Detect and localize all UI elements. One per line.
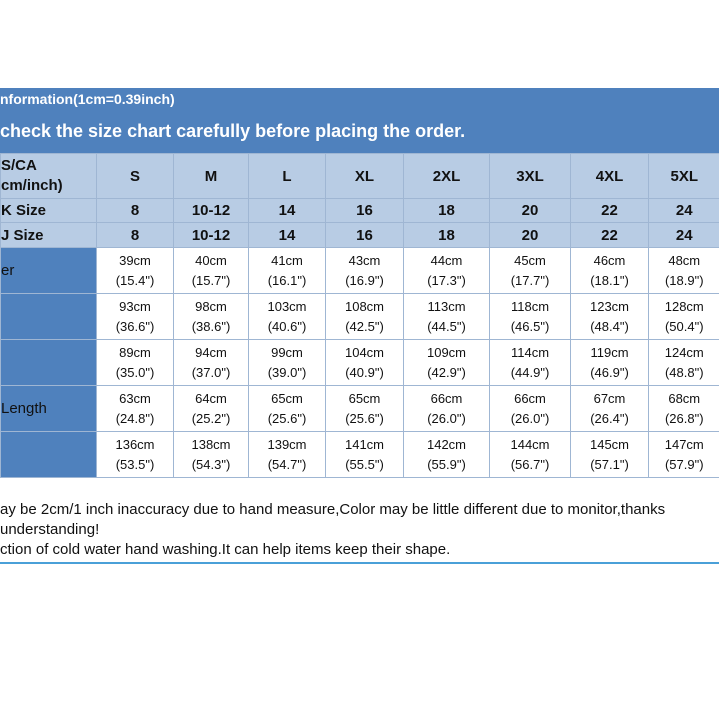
uk-size-cell: 18	[404, 199, 490, 223]
cm-value: 139cm	[267, 436, 307, 452]
measurement-row	[1, 340, 719, 386]
cm-value: 89cm	[119, 344, 151, 360]
measurement-row	[1, 432, 719, 478]
uk-size-cell: 8	[97, 199, 174, 223]
cm-value: 113cm	[427, 298, 466, 314]
measurement-cell	[326, 386, 404, 432]
inch-value: (15.4")	[115, 272, 155, 288]
inch-value: (46.9")	[590, 364, 629, 380]
cm-value: 99cm	[271, 344, 303, 360]
measurement-cell	[649, 340, 719, 386]
inch-value: (37.0")	[191, 364, 231, 380]
cm-value: 93cm	[119, 298, 151, 314]
measurement-row	[1, 294, 719, 340]
size-header-cell: 4XL	[571, 154, 649, 199]
measurement-cell	[326, 248, 404, 294]
measurement-cell	[404, 294, 490, 340]
cm-value: 66cm	[430, 390, 463, 406]
size-header-row	[1, 154, 719, 199]
size-header-cell: L	[249, 154, 326, 199]
inch-value: (50.4")	[664, 318, 704, 334]
cm-value: 145cm	[589, 436, 630, 452]
inch-value: (46.5")	[510, 318, 550, 334]
au-size-row	[1, 223, 719, 248]
cm-value: 136cm	[115, 436, 155, 452]
inch-value: (54.7")	[267, 456, 307, 472]
measurement-cell	[404, 386, 490, 432]
cm-value: 104cm	[344, 344, 385, 360]
cm-value: 44cm	[430, 252, 463, 268]
inch-value: (26.0")	[427, 410, 466, 426]
measurement-cell	[97, 432, 174, 478]
size-header-cell: 5XL	[649, 154, 719, 199]
inch-value: (26.0")	[510, 410, 550, 426]
inch-value: (25.6")	[345, 410, 384, 426]
measurement-cell	[249, 248, 326, 294]
cm-value: 118cm	[510, 298, 550, 314]
inch-value: (42.5")	[345, 318, 384, 334]
cm-value: 63cm	[119, 390, 151, 406]
cm-value: 48cm	[668, 252, 701, 268]
au-size-cell: 18	[404, 223, 490, 248]
measurement-cell	[571, 294, 649, 340]
size-warning-text: check the size chart carefully before placing the order.	[0, 121, 466, 141]
measurement-label	[1, 294, 97, 340]
inch-value: (36.6")	[115, 318, 155, 334]
inch-value: (17.3")	[427, 272, 466, 288]
au-size-cell: 10-12	[174, 223, 249, 248]
uk-size-cell: 20	[490, 199, 571, 223]
measurement-label: er	[1, 248, 97, 294]
unit-header-line1: S/CA	[1, 157, 37, 174]
measurement-cell	[649, 386, 719, 432]
au-size-cell: 14	[249, 223, 326, 248]
cm-value: 41cm	[271, 252, 303, 268]
inch-value: (57.1")	[590, 456, 629, 472]
cm-value: 67cm	[593, 390, 626, 406]
measurement-cell	[490, 340, 571, 386]
uk-size-label: K Size	[1, 199, 97, 223]
inch-value: (16.9")	[345, 272, 384, 288]
measurement-cell	[404, 248, 490, 294]
measurement-cell	[571, 248, 649, 294]
inch-value: (54.3")	[191, 456, 231, 472]
measurement-cell	[174, 386, 249, 432]
inch-value: (44.9")	[510, 364, 550, 380]
inch-value: (40.9")	[345, 364, 384, 380]
cm-value: 45cm	[514, 252, 546, 268]
cm-value: 142cm	[426, 436, 467, 452]
cm-value: 141cm	[344, 436, 385, 452]
cm-value: 144cm	[510, 436, 550, 452]
measurement-cell	[249, 340, 326, 386]
au-size-cell: 16	[326, 223, 404, 248]
measurement-cell	[326, 432, 404, 478]
inch-value: (44.5")	[427, 318, 466, 334]
washing-note: ction of cold water hand washing.It can help items keep their shape.	[0, 540, 719, 564]
size-header-cell: 2XL	[404, 154, 490, 199]
inch-value: (39.0")	[267, 364, 307, 380]
inch-value: (53.5")	[115, 456, 155, 472]
unit-header-line2: cm/inch)	[1, 177, 63, 194]
measurement-cell	[174, 248, 249, 294]
inch-value: (15.7")	[191, 272, 231, 288]
inch-value: (40.6")	[267, 318, 307, 334]
measurement-cell	[97, 294, 174, 340]
measurement-label: Length	[1, 386, 97, 432]
inch-value: (26.4")	[590, 410, 629, 426]
cm-value: 103cm	[267, 298, 307, 314]
uk-size-cell: 14	[249, 199, 326, 223]
notes-block	[0, 500, 719, 564]
au-size-cell: 8	[97, 223, 174, 248]
measurement-cell	[490, 294, 571, 340]
cm-value: 68cm	[668, 390, 701, 406]
measurement-row	[1, 386, 719, 432]
measurement-label	[1, 340, 97, 386]
cm-value: 46cm	[593, 252, 626, 268]
cm-value: 65cm	[271, 390, 303, 406]
measurement-cell	[649, 432, 719, 478]
cm-value: 94cm	[195, 344, 227, 360]
measurement-cell	[404, 340, 490, 386]
au-size-cell: 22	[571, 223, 649, 248]
cm-value: 98cm	[195, 298, 227, 314]
inch-value: (57.9")	[664, 456, 704, 472]
cm-value: 128cm	[664, 298, 704, 314]
measurement-cell	[490, 432, 571, 478]
cm-value: 114cm	[510, 344, 550, 360]
measurement-cell	[571, 340, 649, 386]
au-size-cell: 24	[649, 223, 719, 248]
cm-value: 109cm	[426, 344, 467, 360]
measurement-cell	[649, 294, 719, 340]
inch-value: (55.9")	[427, 456, 466, 472]
cm-value: 138cm	[191, 436, 231, 452]
uk-size-row	[1, 199, 719, 223]
cm-value: 40cm	[195, 252, 227, 268]
measurement-cell	[174, 294, 249, 340]
cm-value: 65cm	[348, 390, 381, 406]
cm-value: 123cm	[589, 298, 630, 314]
cm-value: 147cm	[664, 436, 704, 452]
measurement-cell	[249, 386, 326, 432]
accuracy-note: ay be 2cm/1 inch inaccuracy due to hand measure,Color may be little different due to monitor,thanks	[0, 501, 666, 518]
inch-value: (25.2")	[191, 410, 231, 426]
cm-value: 119cm	[590, 344, 629, 360]
uk-size-cell: 16	[326, 199, 404, 223]
measurement-cell	[249, 432, 326, 478]
measurement-row	[1, 248, 719, 294]
measurement-cell	[571, 432, 649, 478]
cm-value: 64cm	[195, 390, 227, 406]
unit-info-text: nformation(1cm=0.39inch)	[0, 91, 175, 107]
uk-size-cell: 22	[571, 199, 649, 223]
inch-value: (38.6")	[191, 318, 231, 334]
uk-size-cell: 24	[649, 199, 719, 223]
size-header-cell: S	[97, 154, 174, 199]
inch-value: (24.8")	[115, 410, 155, 426]
inch-value: (48.4")	[590, 318, 629, 334]
measurement-cell	[97, 248, 174, 294]
au-size-cell: 20	[490, 223, 571, 248]
thanks-note: understanding!	[0, 521, 100, 538]
cm-value: 124cm	[664, 344, 704, 360]
inch-value: (55.5")	[345, 456, 384, 472]
inch-value: (17.7")	[510, 272, 550, 288]
inch-value: (25.6")	[267, 410, 307, 426]
measurement-cell	[97, 340, 174, 386]
measurement-cell	[97, 386, 174, 432]
size-header-cell: 3XL	[490, 154, 571, 199]
cm-value: 66cm	[514, 390, 546, 406]
inch-value: (26.8")	[664, 410, 704, 426]
au-size-label: J Size	[1, 223, 97, 248]
unit-header-cell	[1, 154, 97, 199]
size-header-cell: M	[174, 154, 249, 199]
size-chart-sheet	[0, 88, 719, 558]
inch-value: (35.0")	[115, 364, 155, 380]
inch-value: (42.9")	[427, 364, 466, 380]
inch-value: (18.1")	[590, 272, 629, 288]
measurement-cell	[174, 432, 249, 478]
measurement-cell	[649, 248, 719, 294]
inch-value: (16.1")	[267, 272, 307, 288]
measurement-cell	[326, 340, 404, 386]
measurement-cell	[490, 386, 571, 432]
cm-value: 43cm	[348, 252, 381, 268]
measurement-cell	[326, 294, 404, 340]
info-banner	[0, 88, 719, 153]
size-header-cell: XL	[326, 154, 404, 199]
uk-size-cell: 10-12	[174, 199, 249, 223]
inch-value: (56.7")	[510, 456, 550, 472]
measurement-label	[1, 432, 97, 478]
measurement-cell	[249, 294, 326, 340]
measurement-cell	[404, 432, 490, 478]
size-chart-table	[0, 153, 719, 478]
measurement-cell	[490, 248, 571, 294]
measurement-rows	[1, 248, 719, 478]
cm-value: 108cm	[344, 298, 385, 314]
measurement-cell	[571, 386, 649, 432]
cm-value: 39cm	[119, 252, 151, 268]
inch-value: (48.8")	[664, 364, 704, 380]
measurement-cell	[174, 340, 249, 386]
inch-value: (18.9")	[664, 272, 704, 288]
